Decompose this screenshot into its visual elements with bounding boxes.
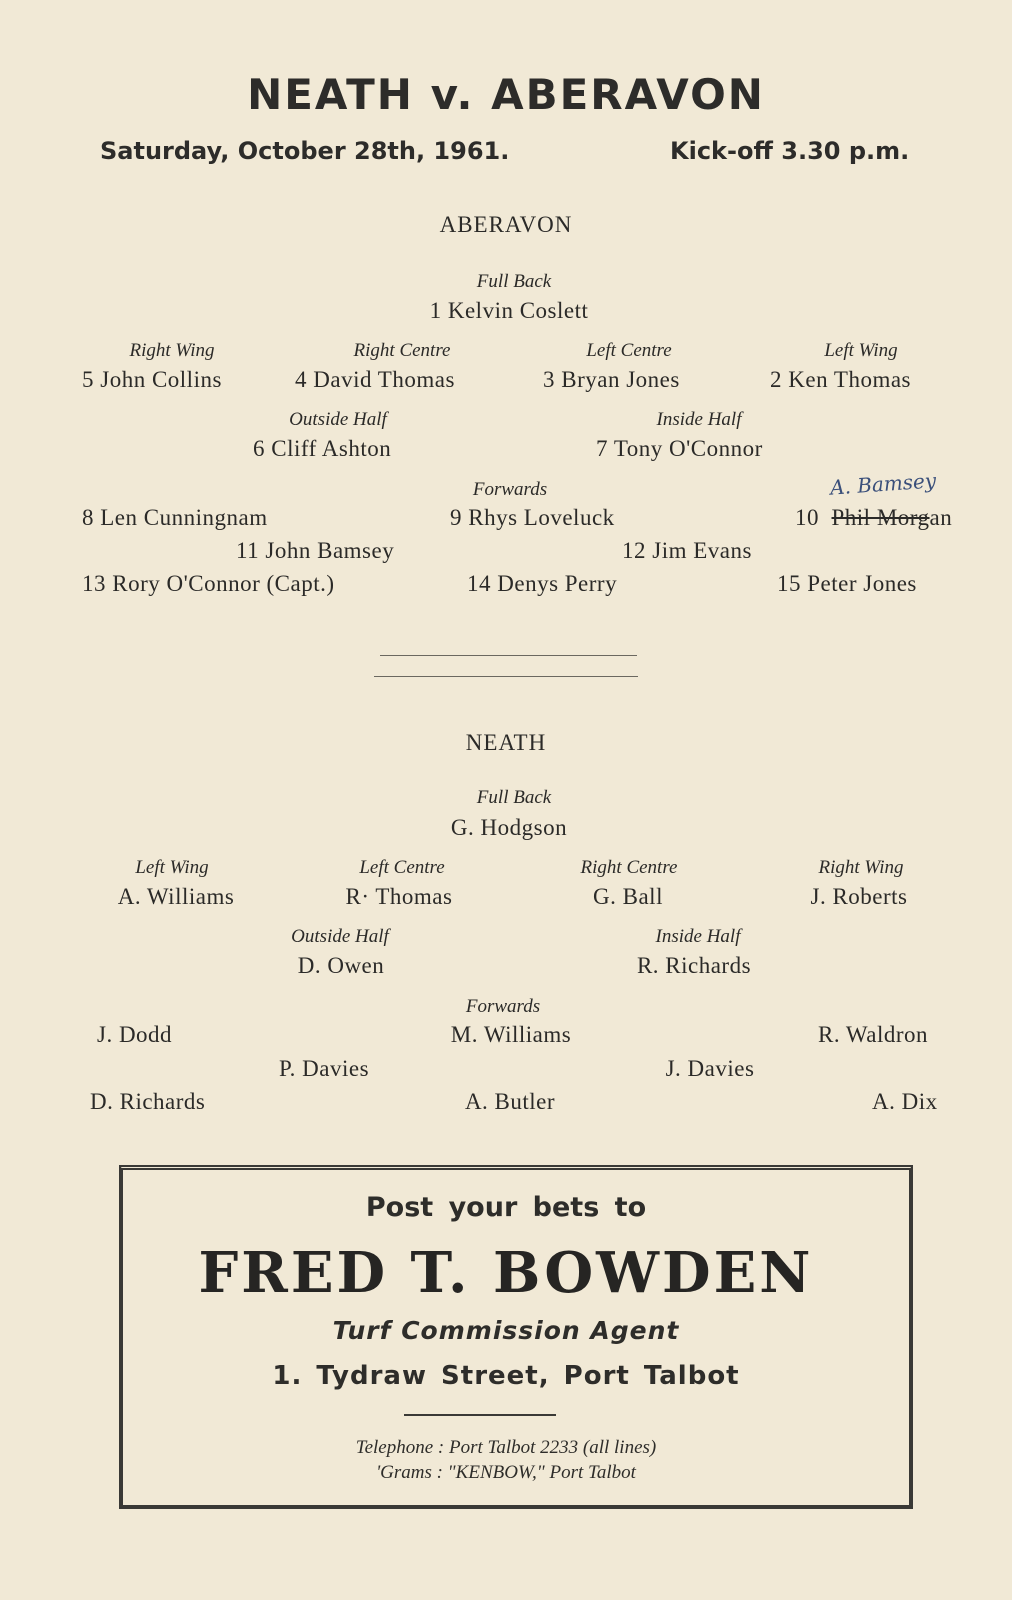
divider-rule-top: [380, 655, 637, 656]
struck-out-name: Phil Morg: [831, 505, 930, 530]
aberavon-right-wing-player: 5 John Collins: [82, 367, 222, 392]
aberavon-left-wing-player: 2 Ken Thomas: [770, 367, 912, 392]
aberavon-left-wing-label: Left Wing: [824, 340, 898, 361]
neath-left-wing-player: A. Williams: [117, 884, 235, 909]
neath-inside-half-player: R. Richards: [636, 953, 752, 978]
page-title: NEATH v. ABERAVON: [247, 70, 765, 119]
match-date: Saturday, October 28th, 1961.: [100, 137, 510, 165]
kickoff-time: Kick-off 3.30 p.m.: [670, 137, 910, 165]
forward-10-name-rest: an: [929, 505, 953, 530]
forward-10-number: 10: [795, 505, 819, 530]
neath-forward-7: A. Butler: [464, 1089, 556, 1114]
neath-outside-half-label: Outside Half: [291, 926, 389, 947]
neath-forwards-label: Forwards: [465, 996, 541, 1017]
neath-forward-2: M. Williams: [450, 1022, 572, 1047]
aberavon-right-wing-label: Right Wing: [129, 340, 215, 361]
aberavon-right-centre-player: 4 David Thomas: [295, 367, 455, 392]
neath-left-wing-label: Left Wing: [135, 857, 209, 878]
aberavon-forwards-label: Forwards: [472, 479, 548, 500]
aberavon-heading: ABERAVON: [439, 212, 573, 237]
neath-full-back-player: G. Hodgson: [450, 815, 568, 840]
neath-forward-5: J. Davies: [665, 1056, 755, 1081]
neath-heading: NEATH: [465, 730, 547, 755]
neath-right-wing-player: J. Roberts: [810, 884, 908, 909]
aberavon-forward-13: 13 Rory O'Connor (Capt.): [82, 571, 335, 596]
neath-right-centre-label: Right Centre: [580, 857, 678, 878]
handwritten-correction: A. Bamsey: [829, 468, 937, 500]
advert-address: 1. Tydraw Street, Port Talbot: [272, 1361, 740, 1391]
aberavon-outside-half-player: 6 Cliff Ashton: [253, 436, 392, 461]
neath-forward-8: A. Dix: [872, 1089, 938, 1114]
aberavon-forward-11: 11 John Bamsey: [236, 538, 395, 563]
aberavon-right-centre-label: Right Centre: [353, 340, 451, 361]
advert-name: FRED T. BOWDEN: [198, 1240, 814, 1306]
advert-grams: 'Grams : "KENBOW," Port Talbot: [376, 1462, 636, 1483]
neath-left-centre-player: R· Thomas: [345, 884, 453, 909]
neath-forward-3: R. Waldron: [818, 1022, 929, 1047]
aberavon-outside-half-label: Outside Half: [289, 409, 387, 430]
neath-forward-1: J. Dodd: [97, 1022, 173, 1047]
aberavon-full-back-player: 1 Kelvin Coslett: [429, 298, 589, 323]
advert-telephone: Telephone : Port Talbot 2233 (all lines): [355, 1437, 657, 1458]
neath-right-wing-label: Right Wing: [818, 857, 904, 878]
aberavon-left-centre-label: Left Centre: [586, 340, 672, 361]
aberavon-forward-9: 9 Rhys Loveluck: [450, 505, 615, 530]
aberavon-forward-14: 14 Denys Perry: [467, 571, 618, 596]
advert-post-line: Post your bets to: [365, 1192, 647, 1223]
aberavon-forward-10: [795, 505, 952, 531]
divider-rule-bottom: [374, 676, 638, 677]
advert-rule: [404, 1414, 556, 1416]
neath-forward-6: D. Richards: [90, 1089, 206, 1114]
neath-outside-half-player: D. Owen: [297, 953, 385, 978]
neath-left-centre-label: Left Centre: [359, 857, 445, 878]
aberavon-inside-half-player: 7 Tony O'Connor: [596, 436, 763, 461]
aberavon-forward-8: 8 Len Cunningnam: [82, 505, 268, 530]
aberavon-full-back-label: Full Back: [476, 271, 552, 292]
aberavon-left-centre-player: 3 Bryan Jones: [543, 367, 680, 392]
aberavon-forward-12: 12 Jim Evans: [622, 538, 752, 563]
aberavon-inside-half-label: Inside Half: [656, 409, 742, 430]
advert-agent: Turf Commission Agent: [332, 1316, 680, 1345]
neath-forward-4: P. Davies: [278, 1056, 370, 1081]
neath-full-back-label: Full Back: [476, 787, 552, 808]
neath-right-centre-player: G. Ball: [593, 884, 663, 909]
aberavon-forward-15: 15 Peter Jones: [777, 571, 917, 596]
neath-inside-half-label: Inside Half: [655, 926, 741, 947]
